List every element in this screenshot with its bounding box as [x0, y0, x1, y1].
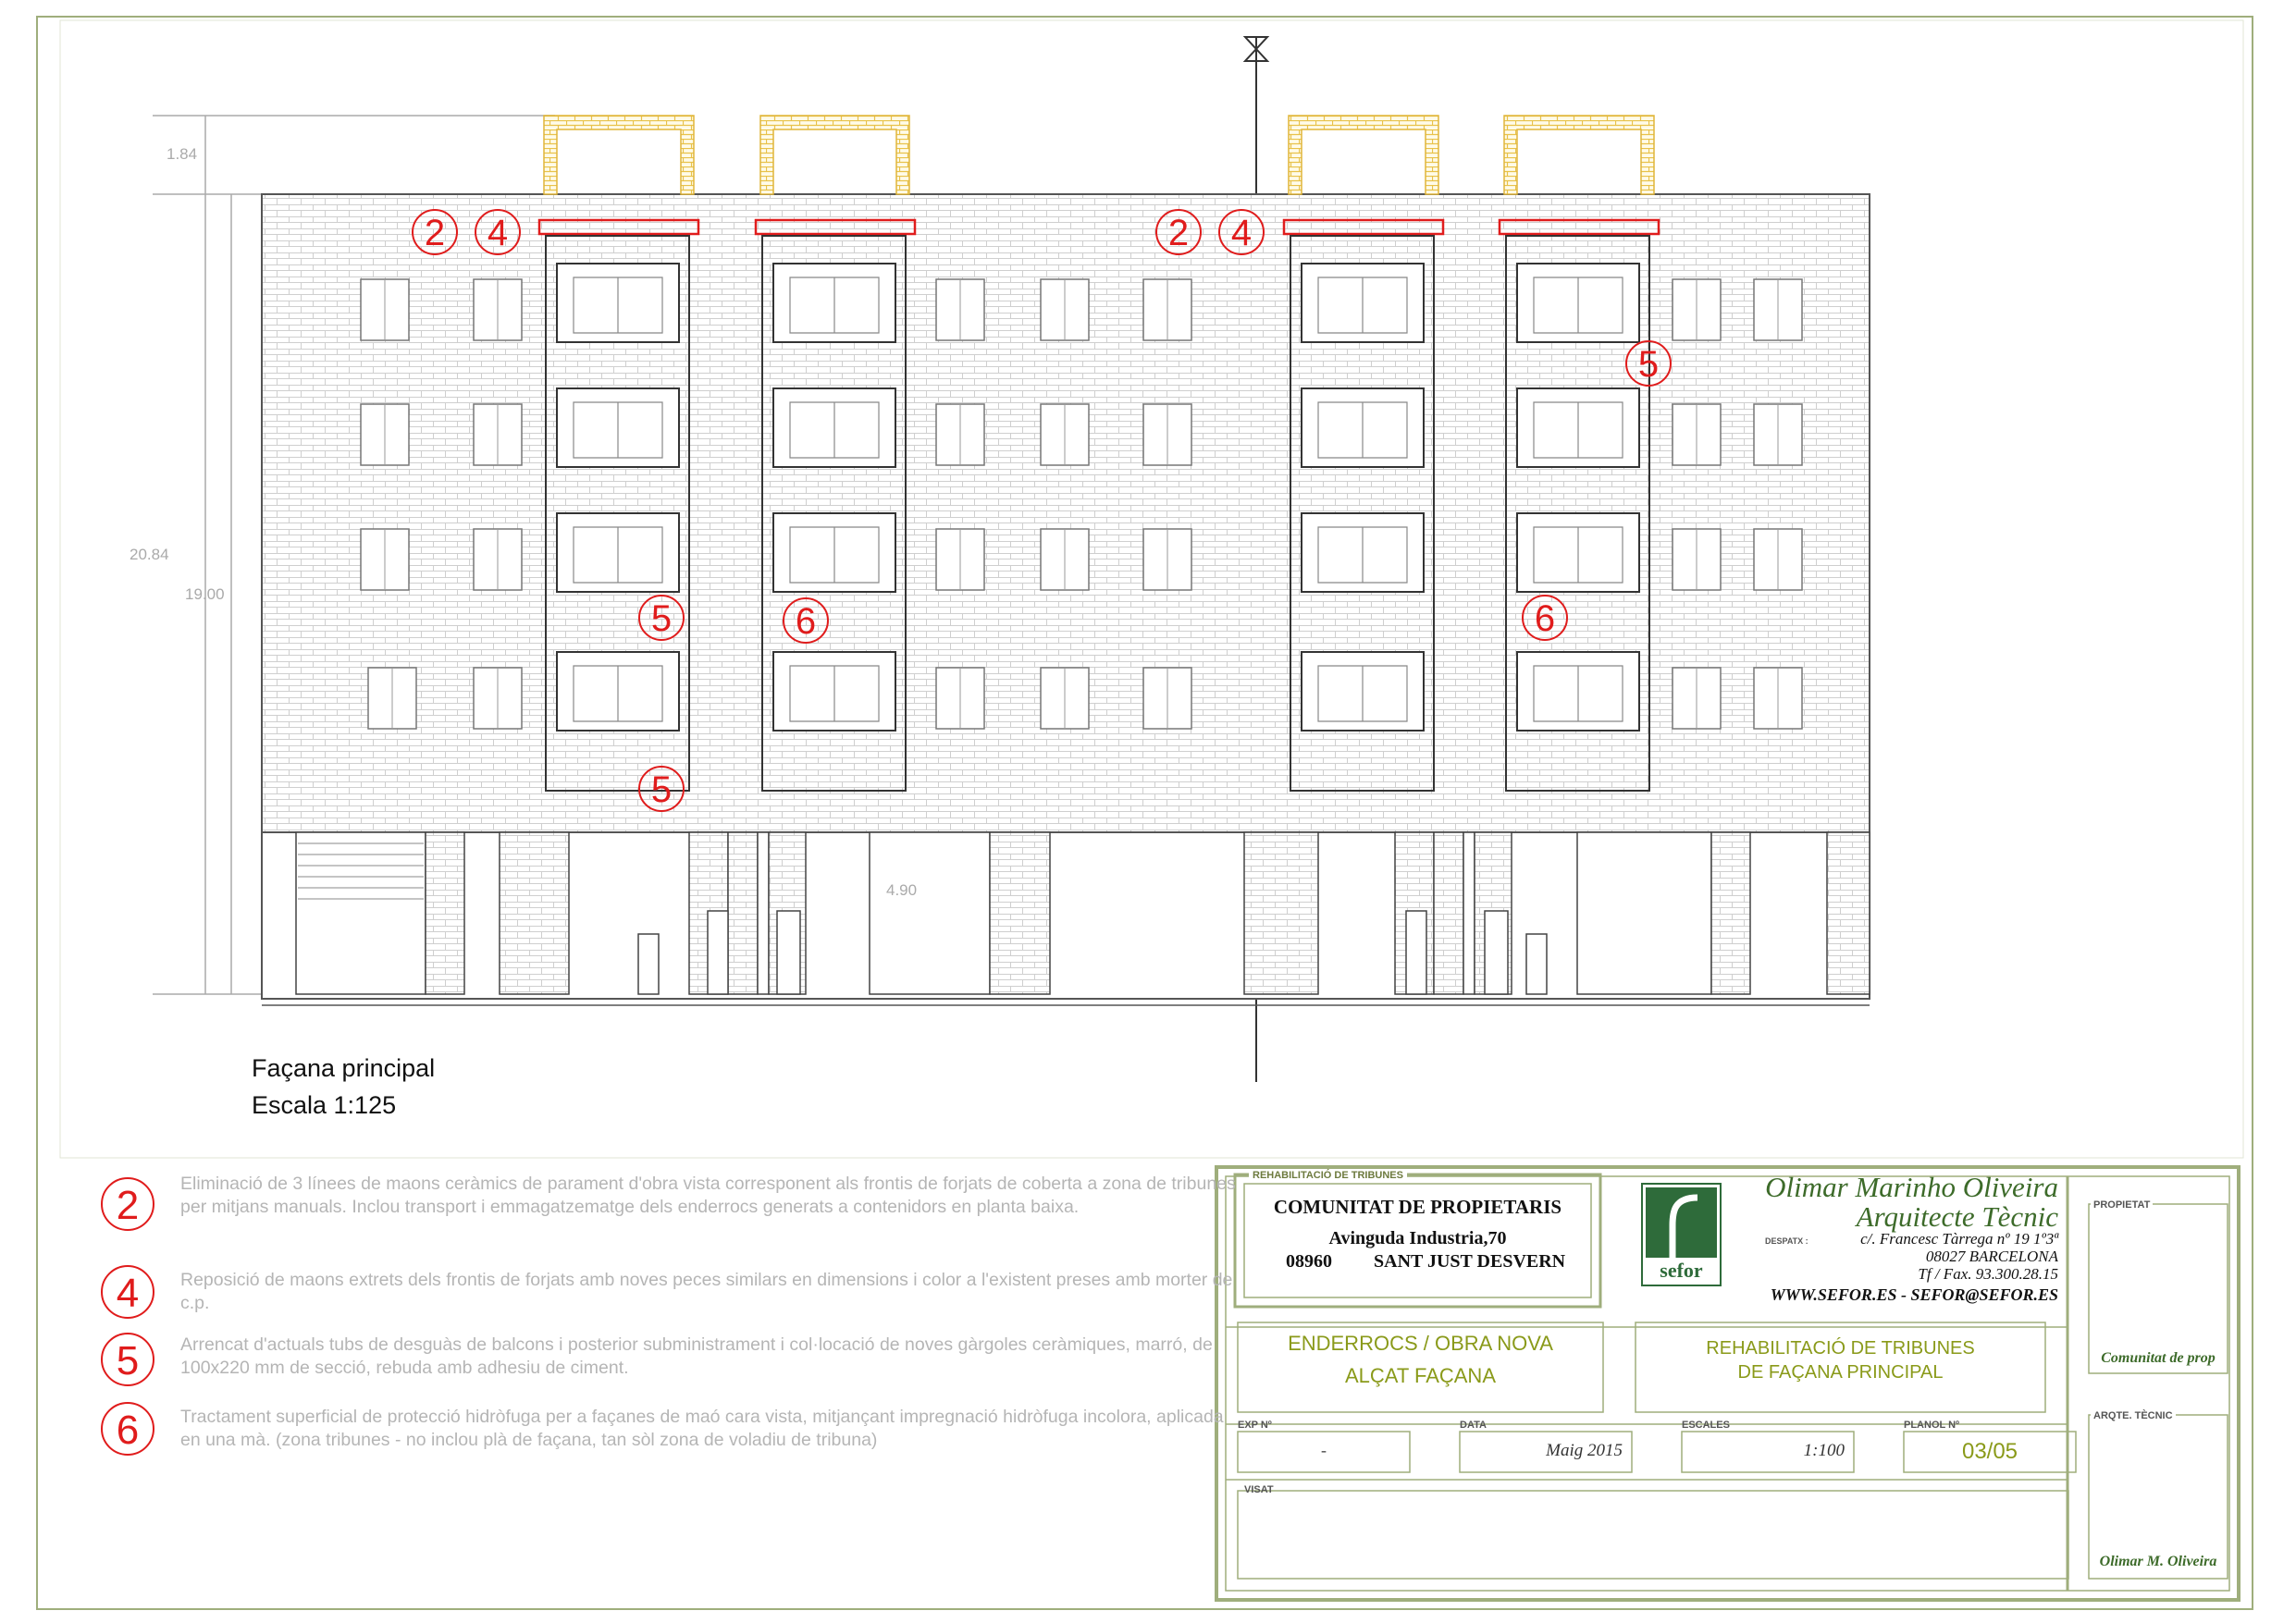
project-label: REHABILITACIÓ DE TRIBUNES [1249, 1170, 1407, 1181]
despatx-label: DESPATX : [1765, 1236, 1808, 1246]
callout-5-mid: 5 [650, 598, 673, 639]
callout-6-right: 6 [1534, 598, 1556, 639]
dim-main: 19.00 [185, 585, 225, 603]
callout-5-lower: 5 [650, 769, 673, 810]
exp-value: - [1321, 1441, 1327, 1459]
client-city: SANT JUST DESVERN [1374, 1251, 1566, 1272]
office-city: 08027 BARCELONA [1925, 1248, 2058, 1265]
architect-title: Arquitecte Tècnic [1856, 1200, 2058, 1233]
arqte-label: ARQTE. TÈCNIC [2091, 1410, 2176, 1421]
office-street: c/. Francesc Tàrrega nº 19 1º3ª [1860, 1230, 2058, 1248]
dim-parapet: 1.84 [167, 145, 198, 163]
propietat-label: PROPIETAT [2091, 1199, 2153, 1211]
callout-2-right: 2 [1167, 213, 1190, 253]
data-label: DATA [1460, 1420, 1487, 1431]
data-value: Maig 2015 [1546, 1441, 1623, 1460]
note-4: Reposició de maons extrets dels frontis de forjats amb noves peces similars en dimensions i color a l'existent preses amb morter de c.p. [180, 1270, 1233, 1313]
propietat-value: Comunitat de prop [2101, 1350, 2216, 1366]
legend-num-2: 2 [116, 1183, 140, 1228]
dim-total: 20.84 [130, 546, 169, 563]
callout-5-upper: 5 [1637, 344, 1660, 385]
exp-label: EXP Nº [1238, 1420, 1272, 1431]
client-postcode: 08960 [1286, 1251, 1332, 1272]
project-title-1: REHABILITACIÓ DE TRIBUNES [1706, 1338, 1975, 1359]
drawing-title: Façana principal [252, 1054, 436, 1082]
legend-num-6: 6 [116, 1408, 140, 1453]
dim-ground: 4.90 [886, 881, 918, 899]
planol-value: 03/05 [1961, 1439, 2018, 1464]
arqte-value: Olimar M. Oliveira [2099, 1554, 2217, 1569]
project-title-2: DE FAÇANA PRINCIPAL [1737, 1362, 1944, 1383]
web-email: WWW.SEFOR.ES - SEFOR@SEFOR.ES [1770, 1285, 2058, 1304]
client-address: Avinguda Industria,70 [1328, 1228, 1507, 1248]
escales-label: ESCALES [1682, 1420, 1730, 1431]
note-2: Eliminació de 3 línees de maons ceràmics de parament d'obra vista corresponent als frontis de forjats de coberta a zona de tribunes per mitjans manuals. Inclou transport i emmagatzematge dels enderrocs generats a contenidors en planta baixa. [180, 1174, 1236, 1217]
drawing-title-2: ALÇAT FAÇANA [1344, 1364, 1496, 1387]
callout-4-left: 4 [487, 213, 509, 253]
callout-6-left: 6 [795, 601, 817, 642]
note-6: Tractament superficial de protecció hidròfuga per a façanes de maó cara vista, mitjançant impregnació hidròfuga incolora, aplicada en una mà. (zona tribunes - no inclou plà de façana, tan sòl zona de voladiu de tribuna) [180, 1407, 1224, 1450]
drawing-scale: Escala 1:125 [252, 1091, 397, 1119]
visat-label: VISAT [1244, 1484, 1274, 1495]
escales-value: 1:100 [1803, 1441, 1845, 1460]
planol-label: PLANOL Nº [1904, 1420, 1960, 1431]
office-phone: Tf / Fax. 93.300.28.15 [1918, 1265, 2058, 1283]
logo-text: sefor [1660, 1259, 1703, 1282]
callout-2-left: 2 [424, 213, 446, 253]
rooftop-parapets [544, 116, 1654, 194]
client-name: COMUNITAT DE PROPIETARIS [1273, 1196, 1562, 1218]
drawing-title-1: ENDERROCS / OBRA NOVA [1288, 1332, 1553, 1355]
legend-num-5: 5 [116, 1338, 140, 1383]
legend-num-4: 4 [116, 1271, 140, 1316]
architect-name: Olimar Marinho Oliveira [1765, 1171, 2058, 1203]
note-5: Arrencat d'actuals tubs de desguàs de balcons i posterior subministrament i col·locació de noves gàrgoles ceràmiques, marró, de 100x220 mm de secció, rebuda amb adhesiu de ciment. [180, 1334, 1213, 1378]
callout-4-right: 4 [1230, 213, 1253, 253]
